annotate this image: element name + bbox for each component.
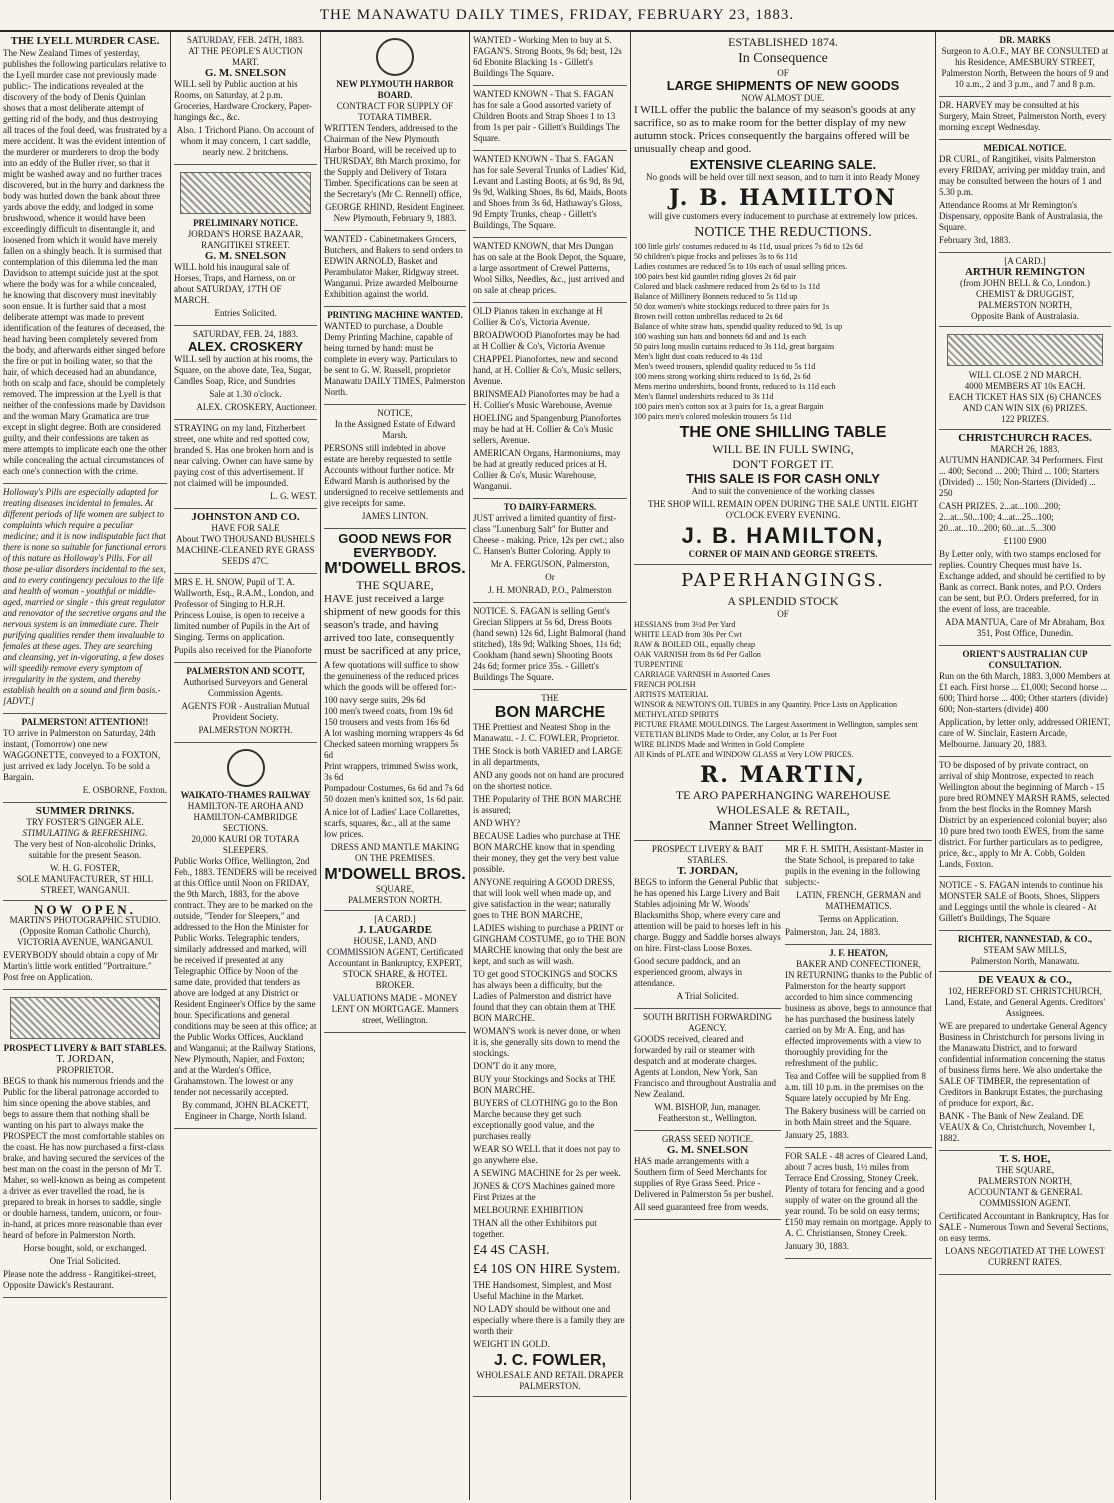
racehorses-engraving-icon: [947, 334, 1104, 366]
ad-body: NOTICE. S. FAGAN is selling Gent's Grecian Slippers at 5s 6d, Dress Boots (hand sewn) 12s 6d, Light Balmoral (hand stitched), 18s 9d; Walking Shoes, 11s 6d; Cookham (hand sewn) Shooting Boots 24s 6d; former price 35s. - Gillett's Buildings The Square.: [473, 606, 626, 682]
ad-body: TO be disposed of by private contract, on arrival of ship Montrose, expected to reach Wellington about the beginning of March - 15 pure bred ROMNEY MARSH RAMS, selected from the best flocks in the Romney Marsh District by an experienced colonial buyer; also 10 pure bred two tooth EWES, from the same district. For further particulars as to pedigree, price, &c., apply to Mr A. Cobb, Golden Lands, Foxton.: [939, 760, 1110, 869]
ad-body: The Bakery business will be carried on in both Main street and the Square.: [785, 1106, 926, 1127]
ad-subheading: CONTRACT FOR SUPPLY OF TOTARA TIMBER.: [336, 101, 454, 122]
ad-fagan-notice: [473, 603, 627, 690]
ad-preliminary-notice: [174, 165, 317, 326]
ad-body: DON'T do it any more,: [473, 1061, 557, 1071]
ad-body: Palmerston, Jan. 24, 1883.: [785, 927, 881, 937]
ad-body: Entries Solicited.: [214, 308, 277, 318]
ad-dr-marks: [939, 32, 1111, 97]
ad-body: STRAYING on my land, Fitzherbert street, one white and red spotted cow, branded S. Has one broken horn and is near calving. Owner can have same by paying cost of this advertisement. If not claimed will be impounded.: [174, 423, 314, 488]
ad-body: Opposite Bank of Australasia.: [971, 311, 1079, 321]
headline: THE LYELL MURDER CASE.: [10, 35, 160, 47]
ad-body: NO LADY should be without one and especially where there is a family they are worth their: [473, 1304, 625, 1336]
split-ads: [634, 841, 932, 1259]
ad-snelson-sale: [174, 32, 317, 165]
ad-signature: J. H. MONRAD, P.O., Palmerston: [488, 585, 612, 595]
ad-label: OF: [777, 609, 789, 619]
column-4: [470, 32, 630, 1500]
ad-body: TO arrive in Palmerston on Saturday, 24th instant, (Tomorrow) one new WAGGONETTE, conveyed to a FOXTON, just arrived ex lady Jocelyn. To be sold a Bargain.: [3, 728, 161, 782]
ad-heading: PROSPECT LIVERY & BAIT STABLES.: [3, 1043, 167, 1053]
ad-body: PALMERSTON NORTH,: [978, 300, 1072, 310]
ad-name: M'DOWELL BROS.: [324, 560, 466, 577]
ad-signature: GEORGE RHIND, Resident Engineer. New Plymouth, February 9, 1883.: [325, 202, 465, 223]
ad-body: Pupils also received for the Pianoforte: [174, 645, 312, 655]
ad-body: ANYONE requiring A GOOD DRESS, that will look well when made up, and give satisfaction in the wear; naturally goes to THE BON MARCHE,: [473, 877, 615, 920]
ad-signature: W. H. G. FOSTER,: [50, 863, 120, 873]
ad-johnston: [174, 509, 317, 574]
ad-subheading: TRY FOSTER'S GINGER ALE.: [26, 817, 144, 827]
ad-printing-machine: [324, 307, 466, 405]
ad-signature: ADA MANTUA, Care of Mr Abraham, Box 351, Post Office, Dunedin.: [945, 617, 1105, 638]
ad-paperhangings: [634, 565, 932, 841]
column-3: [321, 32, 469, 1500]
ad-name: M'DOWELL BROS.: [324, 866, 466, 883]
ad-tagline: WHOLESALE AND RETAIL DRAPER: [476, 1370, 624, 1380]
ad-heading: In Consequence: [738, 51, 828, 66]
ad-body: THE SHOP WILL REMAIN OPEN DURING THE SALE UNTIL EIGHT O'CLOCK EVERY EVENING.: [648, 499, 918, 520]
ad-heading: ORIENT'S AUSTRALIAN CUP CONSULTATION.: [962, 649, 1088, 670]
ad-name: ALEX. CROSKERY: [187, 339, 304, 354]
ad-body: January 30, 1883.: [785, 1241, 849, 1251]
ad-body: WANTED KNOWN - That S. FAGAN has for sale Several Trunks of Ladies' Kid, Levant and Lasting Boots, at 6s 9d, 8s 9d, 9s 9d, Walking Shoes, 8s 6d, Maids, Boots and Shoes from 3s 6d, Hathaway's Gloss, 9d Empty Trunks, cheap - Gillett's Buildings, The Square.: [473, 154, 627, 230]
ad-wanted-2: [473, 86, 627, 151]
ad-body: HAVE just received a large shipment of new goods for this season's trade, and having arrived too late, consequently must be sacrificed at any price,: [324, 593, 461, 657]
ad-heading: PRINTING MACHINE WANTED.: [327, 310, 463, 320]
ad-orient: [939, 646, 1111, 757]
ad-heading: RICHTER, NANNESTAD, & CO.,: [957, 934, 1093, 944]
ad-body: The very best of Non-alcoholic Drinks, suitable for the present Season.: [14, 839, 156, 860]
ad-body: February 3rd, 1883.: [939, 235, 1011, 245]
ad-body: Palmerston North, Manawatu.: [970, 956, 1080, 966]
ad-body: MR F. H. SMITH, Assistant-Master in the State School, is prepared to take pupils in the evening in the following subjects:-: [785, 844, 924, 887]
ad-body: BRINSMEAD Pianofortes may be had a H. Collier's Music Warehouse, Avenue: [473, 389, 620, 410]
ad-heading: EXTENSIVE CLEARING SALE.: [689, 157, 877, 172]
ad-body: Authorised Surveyors and General Commission Agents.: [183, 677, 308, 698]
ad-body: LATIN, FRENCH, GERMAN and MATHEMATICS.: [796, 890, 921, 911]
ad-heading: NEW PLYMOUTH HARBOR BOARD.: [336, 79, 454, 100]
price-list: 100 navy serge suits, 29s 6d 100 men's tweed coats, from 19s 6d 150 trousers and vests from 16s 6d A lot washing morning wrappers 4s 6d Checked sateen morning wrappers 5s 6d Print wrappers, trimmed Swiss work, 3s 6d Pompadour Costumes, 6s 6d and 7s 6d 50 dozen men's knitted sox, 1s 6d pair.: [324, 695, 464, 804]
ad-subheading: TE ARO PAPERHANGING WAREHOUSE: [675, 788, 891, 802]
ad-body: DRESS AND MANTLE MAKING ON THE PREMISES.: [330, 842, 460, 863]
ad-remington: [939, 253, 1111, 327]
ad-croskery-sale: [174, 326, 317, 420]
ad-subheading: DON'T FORGET IT.: [732, 457, 834, 471]
ad-name: J. B. HAMILTON,: [681, 523, 885, 548]
ad-body: Holloway's Pills are especially adapted for treating diseases incidental to females. At different periods of life women are subject to complaints which require a peculiar medicine; and it is now indisputable fact that there is none so suitable for functional errors of this nature as Holloway's Pills. For all those pe-uliar disorders incidental to the sex, and to every contingency peculous to the life and health of woman - youthful or middle-aged, married or single - this great regulator and renovator of the secretive organs and the nervous system is an immediate cure. Their purifying qualities render them invaluable to females at these ages. They are searching and cleansing, yet in-vigorating, a few doses will speedily remove every symptom of irregularity in the system, and thereby establish health on a sound and firm basis.- [ADVT.]: [3, 487, 167, 706]
article-lyell-murder: [3, 32, 167, 484]
ad-place: THE SQUARE,: [996, 1165, 1054, 1175]
ad-name: J. C. FOWLER,: [494, 1352, 606, 1369]
ad-body: WE are prepared to undertake General Agency Business in Christchurch for persons living in the Manawatu District, and to forward confidential information concerning the status of business firms here. We also undertake the SALE OF TIMBER, the representation of Creditors in Bankrupt Estates, the purchasing of produce for export, &c.: [939, 1021, 1108, 1108]
ad-body: WEIGHT IN GOLD.: [473, 1339, 550, 1349]
ad-body: Surgeon to A.O.F., MAY BE CONSULTED at his Residence, AMESBURY STREET, Palmerston North, Between the hours of 9 and 10 a.m., 2 and 3 p.m., and 7 and 8 p.m.: [941, 46, 1109, 89]
ad-date: SATURDAY, FEB. 24TH, 1883.: [186, 35, 305, 45]
ad-railway: [174, 743, 317, 1129]
ad-body: BUYERS of CLOTHING go to the Bon Marche because they get such exceptionally good value, and the purchases really: [473, 1098, 618, 1141]
ad-smith: [785, 841, 932, 945]
ad-hamilton: [634, 32, 932, 565]
ad-name: R. MARTIN,: [700, 762, 866, 788]
ad-body: WILL CLOSE 2 ND MARCH.: [968, 370, 1082, 380]
ad-body: MARTIN'S PHOTOGRAPHIC STUDIO. (Opposite Roman Catholic Church), VICTORIA AVENUE, WANGANUI.: [9, 915, 161, 947]
ad-body: BUY your Stockings and Socks at THE BON MARCHE.: [473, 1074, 616, 1095]
ad-subheading: HAVE FOR SALE: [211, 523, 280, 533]
ad-body: About TWO THOUSAND BUSHELS MACHINE-CLEANED RYE GRASS SEEDS 47C.: [176, 534, 315, 566]
ad-hoe: [939, 1151, 1111, 1275]
ad-subheading: In the Assigned Estate of Edward Marsh.: [334, 419, 456, 440]
ad-address: CORNER OF MAIN AND GEORGE STREETS.: [688, 549, 878, 559]
ad-sweep: [939, 327, 1111, 430]
ad-body: Tea and Coffee will be supplied from 8 a.m. till 10 p.m. in the premises on the Square lately occupied by Mr Eng.: [785, 1071, 926, 1103]
ad-dr-harvey: [939, 97, 1111, 140]
ad-subheading: WHOLESALE & RETAIL,: [716, 803, 850, 817]
ad-wanted-4: [473, 238, 627, 303]
ad-place: PALMERSTON NORTH,: [978, 1176, 1072, 1186]
ad-body: THE Prettiest and Neatest Shop in the Manawatu. - J. C. FOWLER, Proprietor.: [473, 722, 619, 743]
ad-name: G. M. SNELSON: [666, 1144, 749, 1156]
ad-body: NOTICE - S. FAGAN intends to continue his MONSTER SALE of Boots, Shoes, Slippers and Leggings until the whole is cleared - At Gillett's Buildings, The Square: [939, 880, 1103, 923]
ad-wanted-cabinetmakers: [324, 231, 466, 307]
article-body: The New Zealand Times of yesterday, publishes the following particulars relative to the Lyell murder case not previously made public:- The indications revealed at the discovery of the body of Denis Quinlan shows that a most deliberate attempt of getting rid of the body, and thus destroying all traces of the foul deed, was frustrated by a mere accident. It was the evident intention of the murderer or murderers to drop the body into an eddy of the Buller river, so that it might be washed away and no further traces discovered, but in the hurry and darkness the body was hurled down the bank about three yards above the eddy, and lodged in some brushwood, whence it would have been exceedingly difficult to disentangle it, and loosened from which it would have merely fallen on a shingly beach. It is surmised that contemplation of this dilemma led the man Davidson to attempt suicide just at the spot where the body was for a while concealed, he knowing that discovery must inevitably soon ensue. It is further said that a most deliberate attempt was made to prevent identification of the features of deceased, the head having been completely severed from the body, and afterwards either singed before the fire or put in boiling water, so that the hair, of which deceased had an abundance, both on scalp and face, should be completely removed. The impression at the Lyell is that neither of the confessions made by Davidson and the woman Mary Gramatica are true except in slight degree. Both are considered guilty, and their confessions are taken as mere attempts to implicate each one the other while concealing the actual circumstances of each one's connection with the crime.: [3, 48, 167, 476]
ad-body: WANTED KNOWN, that Mrs Dungan has on sale at the Book Depot, the Square, a large assortment of Crewel Patterns, Wool Silks, Needles, &c., just arrived and on sale at cheap prices.: [473, 241, 626, 295]
ad-body: THAN all the other Exhibitors put together.: [473, 1218, 597, 1239]
ad-body: Horse bought, sold, or exchanged.: [23, 1243, 147, 1253]
ad-body: OLD Pianos taken in exchange at H Collier & Co's, Victoria Avenue.: [473, 306, 603, 327]
ad-body: MRS E. H. SNOW, Pupil of T. A. Wallworth, Esq., R.A.M., London, and Professor of Singing to H.R.H. Princess Louise, is open to receive a limited number of Pupils in the Art of Singing. Terms on application.: [174, 577, 314, 642]
ad-body: I WILL offer the public the balance of my season's goods at any sacrifice, so as to make room for the better display of my new autumn stock. Prices consequently the bargains offered will be unusually cheap and good.: [634, 104, 916, 155]
ad-heading: THIS SALE IS FOR CASH ONLY: [686, 471, 880, 486]
ad-attention: [3, 714, 167, 803]
ad-place: PALMERSTON NORTH.: [348, 895, 442, 905]
ad-signature: Mr A. FERGUSON, Palmerston,: [490, 559, 610, 569]
ad-body: One Trial Solicited.: [49, 1256, 121, 1266]
ad-name: T. JORDAN,: [677, 865, 738, 877]
ad-label: [A CARD.]: [1004, 256, 1046, 266]
ad-body: All seed guaranteed free from weeds.: [634, 1202, 769, 1212]
ad-body: January 25, 1883.: [785, 1130, 849, 1140]
ad-heading: BON MARCHE: [494, 704, 606, 721]
ad-total: £1100 £900: [1003, 536, 1047, 546]
ad-heading: GOOD NEWS FOR EVERYBODY.: [338, 531, 452, 560]
ad-heading: DE VEAUX & CO.,: [978, 974, 1072, 986]
ad-body: HOELING and Spangenburg Pianofortes may be had at H. Collier & Co's Music sellers, Avenue.: [473, 413, 622, 445]
ad-body: LADIES wishing to purchase a PRINT or GINGHAM COSTUME, go to THE BON MARCHE knowing that only the best are kept, and such as will wash.: [473, 923, 626, 966]
ad-body: Public Works Office, Wellington, 2nd Feb., 1883. TENDERS will be received at this Office until Noon on FRIDAY, the 9th March, 1883, for the above contract. They are to be marked on the outside, "Tender for Sleepers," and addressed to the Hon the Minister for Public Works. Telegraphic tenders, similarly addressed and marked, will be received if presented at any Telegraphic Office by Noon of the same date, provided that tenders as above are lodged at any District or Resident Engineer's Office by the same hour. Specifications and general conditions may be seen at this office; at the Public Works Offices, Auckland and Wanganui; at the Railway Stations, New Plymouth, Napier, and Foxton; and at the Warden's Office, Grahamstown. The lowest or any tender not necessarily accepted.: [174, 856, 317, 1097]
ad-body: 102, HEREFORD ST. CHRISTCHURCH, Land, Estate, and General Agents. Creditors' Assignees.: [944, 986, 1106, 1018]
ad-heading: SUMMER DRINKS.: [35, 805, 135, 817]
ad-subheading: JORDAN'S HORSE BAZAAR, RANGITIKEI STREET.: [187, 229, 304, 250]
ad-body: No goods will be held over till next season, and to turn it into Ready Money: [646, 172, 920, 182]
ad-subheading: WILL BE IN FULL SWING,: [712, 442, 854, 456]
ad-medical-notice: [939, 140, 1111, 253]
ad-body: WEAR SO WELL that it does not pay to go anywhere else.: [473, 1144, 620, 1165]
ad-body: MELBOURNE EXHIBITION: [473, 1205, 584, 1215]
ad-body: AMERICAN Organs, Harmoniums, may be had at greatly reduced prices at H. Collier & Co's, Music Warehouse, Wanganui.: [473, 448, 621, 491]
ad-body: HAS made arrangements with a Southern firm of Seed Merchants for supplies of Rye Grass Seed. Price - Delivered in Palmerston 5s per bushel.: [634, 1156, 774, 1199]
ad-body: 4000 MEMBERS AT 10s EACH.: [964, 381, 1086, 391]
ad-body: Please note the address - Rangitikei-street, Opposite Dawick's Restaurant.: [3, 1269, 156, 1290]
ad-signature: L. G. WEST.: [270, 491, 317, 501]
ad-romney-rams: [939, 757, 1111, 877]
ad-prospect-stables: [634, 841, 781, 1009]
ad-body: GOODS received, cleared and forwarded by rail or steamer with despatch and at moderate charges. Agents at London, New York, San Francisco and throughout Australia and New Zealand.: [634, 1034, 776, 1099]
ad-straying: [174, 420, 317, 509]
ad-body: BEGS to inform the General Public that he has opened his Large Livery and Bait Stables adjoining Mr W. Woods' Blacksmiths Shop, where every care and attention will be paid to horses left in his charge. Buggy and Saddle horses always on hire. First-class Loose Boxes.: [634, 877, 781, 953]
ad-body: Sale at 1.30 o'clock.: [209, 389, 282, 399]
ad-body: Attendance Rooms at Mr Remington's Dispensary, opposite Bank of Australasia, the Square.: [939, 200, 1103, 232]
ad-body: Or: [545, 572, 555, 582]
ad-body: JUST arrived a limited quantity of first-class "Lunenburg Salt" for Butter and Cheese - making. Price, 12s per cwt.; also C. Hansen's Butter Coloring. Apply to: [473, 513, 624, 556]
horse-engraving-icon: [10, 997, 160, 1039]
ad-for-sale: [785, 1148, 932, 1259]
ad-body: DR. HARVEY may be consulted at his Surgery, Main Street, Palmerston North, every morning except Wednesday.: [939, 100, 1107, 132]
ad-body: A nice lot of Ladies' Lace Collarettes, scarfs, squares, &c., all at the same low prices.: [324, 807, 460, 839]
ad-fagan-monster: [939, 877, 1111, 931]
ad-notice-marsh: [324, 405, 466, 529]
ad-body: WANTED - Cabinetmakers Grocers, Butchers, and Bakers to send orders to EDWIN ARNOLD, Basket and Perambulator Maker, Ridgway street. Wanganui. Prize awarded Melbourne Exhibition against the world.: [324, 234, 463, 299]
ad-body: DR CURL, of Rangitikei, visits Palmerston every FRIDAY, arriving per midday train, and may be consulted between the hours of 1 and 5.30 p.m.: [939, 154, 1105, 197]
ad-heading: PRELIMINARY NOTICE.: [193, 218, 298, 228]
ad-name: T. JORDAN,: [56, 1053, 114, 1065]
ad-body: THE Handsomest, Simplest, and Most Useful Machine in the Market.: [473, 1280, 612, 1301]
ad-body: Good secure paddock, and an experienced groom, always in attendance.: [634, 956, 742, 988]
ad-snow: [174, 574, 317, 663]
ad-heading: NOTICE,: [377, 408, 413, 418]
ad-grass-seed: [634, 1131, 781, 1220]
ad-place: SQUARE,: [375, 884, 415, 894]
ad-name: ARTHUR REMINGTON: [964, 266, 1086, 278]
horses-engraving-icon: [180, 172, 311, 214]
ad-heading: SOUTH BRITISH FORWARDING AGENCY.: [642, 1012, 772, 1033]
ad-name: J. F. HEATON,: [829, 948, 888, 958]
ad-body: WANTED KNOWN - That S. FAGAN has for sale a Good assorted variety of Children Boots and Strap Shoes 1 to 13 from 1s per pair - Gillett's Buildings The Square.: [473, 89, 620, 143]
ad-heading: PROSPECT LIVERY & BAIT STABLES.: [651, 844, 764, 865]
ad-heading: LARGE SHIPMENTS OF NEW GOODS: [666, 78, 900, 93]
ad-place: PALMERSTON.: [519, 1381, 581, 1391]
ad-address: Manner Street Wellington.: [708, 819, 858, 834]
ad-heading: THE ONE SHILLING TABLE: [679, 424, 887, 441]
masthead: THE MANAWATU DAILY TIMES, FRIDAY, FEBRUARY 23, 1883.: [0, 0, 1114, 32]
ad-body: ACCOUNTANT & GENERAL COMMISSION AGENT.: [967, 1187, 1083, 1208]
ad-name: G. M. SNELSON: [204, 67, 287, 79]
ad-heaton: [785, 945, 932, 1148]
ad-role: PROPRIETOR.: [56, 1065, 114, 1075]
ad-body: CHAPPEL Pianofortes, new and second hand, at H. Collier & Co's, Music sellers, Avenue.: [473, 354, 622, 386]
ad-signature: E. OSBORNE, Foxton.: [82, 785, 167, 795]
ad-name: DR. MARKS: [999, 35, 1051, 45]
price-cash: £4 4S CASH.: [473, 1243, 550, 1258]
ad-subheading: NOW ALMOST DUE.: [741, 93, 825, 103]
ad-body: FOR SALE - 48 acres of Cleared Land, about 7 acres bush, 1½ miles from Terrace End Crossing, Stoney Creek. Plenty of totara for fencing and a good supply of water on the ground all the year round. To be sold on easy terms; £150 may remain on mortgage. Apply to A. C. Christiansen, Stoney Creek.: [785, 1151, 932, 1238]
price-hire: £4 10S ON HIRE System.: [473, 1262, 621, 1277]
ad-heading: MEDICAL NOTICE.: [983, 143, 1067, 153]
ad-body: THE Popularity of THE BON MARCHE is assured;: [473, 794, 622, 815]
ad-heading: JOHNSTON AND CO.: [191, 511, 300, 523]
ad-address: SOLE MANUFACTURER, ST HILL STREET, WANGANUI.: [16, 874, 154, 895]
ad-body: VALUATIONS MADE - MONEY LENT ON MORTGAGE. Manners street, Wellington.: [331, 993, 459, 1025]
ad-body: A few quotations will suffice to show the genuineness of the reduced prices which the goods will be offered for:-: [324, 660, 459, 692]
ad-signature: WM. BISHOP, Jun, manager. Featherston st., Wellington.: [654, 1102, 761, 1123]
ad-christchurch-races: [939, 430, 1111, 646]
ad-subheading: BAKER AND CONFECTIONER,: [796, 959, 921, 969]
ad-pianos: [473, 303, 627, 499]
ad-body: AGENTS FOR - Australian Mutual Provident Society.: [181, 701, 310, 722]
ad-body: AUTUMN HANDICAP. 34 Performers. First ... 400; Second ... 200; Third ... 100; Starters (Divided) ... 150; Non-Starters (Divided) ... 250: [939, 455, 1103, 498]
ad-heading: PALMERSTON! ATTENTION!!: [21, 717, 149, 727]
ad-name: T. S. HOE,: [999, 1153, 1051, 1165]
ad-prospect-livery: [3, 990, 167, 1298]
ad-heading: CHRISTCHURCH RACES.: [958, 432, 1092, 444]
ad-body: A SEWING MACHINE for 2s per week.: [473, 1168, 621, 1178]
ad-de-veaux: [939, 972, 1111, 1151]
ad-body: (from JOHN BELL & Co, London.): [960, 278, 1090, 288]
ad-body: LOANS NEGOTIATED AT THE LOWEST CURRENT RATES.: [945, 1246, 1105, 1267]
ad-body: BECAUSE Ladies who purchase at THE BON MARCHE know that in spending their money, they get the very best value possible.: [473, 831, 621, 874]
ad-body: Certificated Accountant in Bankruptcy, Has for SALE - Numerous Town and Several Sections, on easy terms.: [939, 1211, 1109, 1243]
ad-body: WILL hold his inaugural sale of Horses, Traps, and Harness, on or about SATURDAY, 17TH OF MARCH.: [174, 262, 296, 305]
ad-heading: PAPERHANGINGS.: [681, 570, 885, 591]
column-6: [936, 32, 1114, 1500]
ad-label: THE: [541, 693, 559, 703]
ad-body: CASH PRIZES. 2...at...100...200; 2...at...50...100; 4...at...25...100; 20...at...10...200; 60...at...5...300: [939, 501, 1061, 533]
ad-dairy-farmers: [473, 499, 627, 603]
ad-body: will give customers every inducement to purchase at extremely low prices.: [648, 211, 918, 221]
ad-south-british: [634, 1009, 781, 1131]
ad-subheading: HAMILTON-TE AROHA AND HAMILTON-CAMBRIDGE SECTIONS.: [187, 801, 304, 833]
ad-wanted-1: [473, 32, 627, 86]
ad-body: PALMERSTON NORTH.: [198, 725, 293, 735]
paper-list: HESSIANS from 3½d Per Yard WHITE LEAD from 30s Per Cwt RAW & BOILED OIL, equally cheap OAK VARNISH from 8s 6d Per Gallon TURPENTINE CARRIAGE VARNISH in Assorted Cases FRENCH POLISH ARTISTS MATERIAL WINSOR & NEWTON'S OIL TUBES in any Quantity. Price Lists on Application METHYLATED SPIRITS PICTURE FRAME MOULDINGS. The Largest Assortment in Wellington, samples sent VETETIAN BLINDS Made to Order, any Color, at 1s Per Foot WIRE BLINDS Made and Written in Gold Complete All Kinds of PLATE and WINDOW GLASS at Very LOW PRICES.: [634, 620, 918, 759]
ad-body: By Letter only, with two stamps enclosed for replies. Country Cheques must have 1s. Exchange added, and should be certified to by Bank as correct. Bank notes, and P.O. Orders can be sent, but P.O. Orders preferred, for in the event of loss, are traceable.: [939, 549, 1106, 614]
ad-name: J. B. HAMILTON: [669, 185, 897, 211]
ad-holloway: [3, 484, 167, 714]
ad-heading: TO DAIRY-FARMERS.: [503, 502, 597, 512]
ad-signature: ALEX. CROSKERY, Auctioneer.: [196, 402, 317, 412]
ad-body: IN RETURNING thanks to the Public of Palmerston for the hearty support accorded to him since commencing business as above, begs to announce that he has purchased the business lately carried on by Mr A. Eng, and has effected improvements with a view to thoroughly providing for the refreshment of the public.: [785, 970, 932, 1068]
ad-body: Terms on Application.: [818, 914, 899, 924]
column-2: [171, 32, 320, 1500]
ad-name: G. M. SNELSON: [204, 250, 287, 262]
ad-signature: By command, JOHN BLACKETT, Engineer in Charge, North Island.: [182, 1100, 309, 1121]
ad-laugarde: [324, 911, 466, 1033]
ad-body: CHEMIST & DRUGGIST,: [976, 289, 1074, 299]
ad-tagline: STIMULATING & REFRESHING.: [22, 828, 148, 838]
ad-body: WRITTEN Tenders, addressed to the Chairman of the New Plymouth Harbor Board, will be received up to THURSDAY, 8th March proximo, for the Supply and Delivery of Totara Timber. Specifications can be seen at the Secretary's (Mr C. Rennell) office,: [324, 123, 462, 199]
ad-palmerston-scott: [174, 663, 317, 743]
ad-body: WILL sell by auction at his rooms, the Square, on the above date, Tea, Sugar, Candles Soap, Rice, and Sundries: [174, 354, 313, 386]
ad-date: MARCH 26, 1883.: [990, 444, 1060, 454]
ad-body: WANTED to purchase, a Double Demy Printing Machine, capable of being turned by hand: must be complete in every way. Particulars to be sent to G. W. Russell, proprietor Manawatu DAILY TIMES, Palmerston North.: [324, 321, 466, 397]
ad-heading: NOW OPEN.: [34, 902, 136, 917]
column-5: [631, 32, 935, 1500]
ad-heading: NOTICE THE REDUCTIONS.: [694, 225, 872, 240]
ad-richter: [939, 931, 1111, 972]
ad-body: PERSONS still indebted in above estate are hereby requested to settle Accounts without further notice. Mr Edward Marsh is authorised by the undersigned to receive settlements and give receipts for same.: [324, 443, 464, 508]
ad-body: Run on the 6th March, 1883. 3,000 Members at £1 each. First horse ... £1,000; Second horse ... 600; Third horse ... 400; Other starters (divide) 600; Non-starters (divide) 400: [939, 671, 1111, 714]
column-1: [0, 32, 170, 1500]
ad-body: WILL sell by Public auction at his Rooms, on Saturday, at 2 p.m. Groceries, Hardware Crockery, Paper-hangings &c., &c.: [174, 79, 312, 122]
ad-heading: WAIKATO-THAMES RAILWAY: [180, 790, 311, 800]
ad-body: WOMAN'S work is never done, or when it is, she generally sits down to mend the stockings.: [473, 1026, 621, 1058]
ad-established: ESTABLISHED 1874.: [728, 35, 838, 49]
ad-body: BEGS to thank his numerous friends and the Public for the liberal patronage accorded to him since opening the above stables, and begs to assure them that nothing shall be wanting on his part to always make the PROSPECT the most comfortable stables on the coast. He has now purchased a first-class brake, and having secured the services of the best man on the coast in the person of Mr T. Maher, so well-known as being as competent a driver as ever travelled the road, he is prepared to break in horses to saddle, single or double harness, tandem, unicorn, or four-in-hand, at prices more reasonable than ever heard of before in Palmerston North.: [3, 1076, 166, 1240]
ad-harbor-board: [324, 32, 466, 231]
ad-body: 122 PRIZES.: [1000, 414, 1049, 424]
ad-body: Application, by letter only, addressed ORIENT, care of W. Sinclair, Eastern Arcade, Melbourne. January 20, 1883.: [939, 717, 1111, 749]
ad-name: J. LAUGARDE: [358, 924, 432, 936]
ad-body: BANK - The Bank of New Zealand. DE VEAUX & Co, Christchurch, November 1, 1882.: [939, 1111, 1095, 1143]
ad-heading: PALMERSTON AND SCOTT,: [186, 666, 305, 676]
ad-mdowell: [324, 529, 466, 911]
ad-summer-drinks: [3, 803, 167, 901]
ad-wanted-3: [473, 151, 627, 238]
ad-body: JONES & CO'S Machines gained more First Prizes at the: [473, 1181, 615, 1202]
split-right: [785, 841, 932, 1259]
ad-body: HOUSE, LAND, AND COMMISSION AGENT, Certificated Accountant in Bankruptcy, EXPERT, STOCK SHARE, & HOTEL BROKER.: [326, 936, 464, 990]
ad-signature: JAMES LINTON.: [361, 511, 429, 521]
ad-body: AND WHY?: [473, 818, 521, 828]
ad-subheading: 20,000 KAURI OR TOTARA SLEEPERS.: [191, 834, 300, 855]
reductions-list: 100 little girls' costumes reduced to 4s 11d, usual prices 7s 6d to 12s 6d 50 children's pique frocks and pelisses 3s to 6s 11d Ladies costumes are reduced 5s to 10s each of usual selling prices. 100 pairs best kid gauntlet riding gloves 2s 6d pair Colored and black cashmere reduced from 2s 6d to 1s 11d Balance of Millinery Bonnets reduced to 5s 11d up 50 doz women's white stockings reduced to three pairs for 1s Brown twill cotton umbrellas reduced to 2s 6d Balance of white straw hats, spendid quality reduced to 9d, 1s up 100 washing sun hats and bonnets 6d and and 1s each 50 pairs long muslin curtains reduced to 3s 11d, great bargains Men's light dust coats reduced to 4s 11d Men's tweed trousers, splendid quality reduced to 5s 11d 100 mens strong working shirts reduced to 1s 6d, 2s 6d Mens merino undershirts, bound fronts, reduced to 1s 11d each Men's flannel undershirts reduced to 3s 11d 100 pairs men's cotton sox at 3 pairs for 1s, a great Bargain 100 pairs men's colored moleskin trousers 5s 11d: [634, 242, 863, 421]
ad-body: EACH TICKET HAS SIX (6) CHANCES AND CAN WIN SIX (6) PRIZES.: [948, 392, 1102, 413]
ad-date: SATURDAY, FEB. 24, 1883.: [192, 329, 299, 339]
ad-body: And to suit the convenience of the working classes: [691, 486, 875, 496]
ad-body: WANTED - Working Men to buy at S. FAGAN'S. Strong Boots, 9s 6d; best, 12s 6d Ebonite Blacking 1s - Gillett's Buildings The Square.: [473, 35, 622, 78]
ad-label: OF: [777, 68, 789, 78]
ad-place: AT THE PEOPLE'S AUCTION MART.: [188, 46, 303, 67]
ad-body: BROADWOOD Pianofortes may be had at H Collier & Co's, Victoria Avenue: [473, 330, 620, 351]
ad-bon-marche: [473, 690, 627, 1397]
ad-body: STEAM SAW MILLS,: [983, 945, 1067, 955]
ad-subheading: A SPLENDID STOCK: [727, 594, 839, 608]
ad-body: TO get good STOCKINGS and SOCKS has always been a difficulty, but the Ladies of Palmerston and district have found that they can obtain them at THE BON MARCHE.: [473, 969, 618, 1023]
royal-arms-icon: [227, 749, 265, 787]
ad-label: [A CARD.]: [374, 914, 416, 924]
ad-body: AND any goods not on hand are procured on the shortest notice.: [473, 770, 624, 791]
ad-heading: GRASS SEED NOTICE.: [661, 1134, 754, 1144]
ad-body: A Trial Solicited.: [676, 991, 739, 1001]
split-left: [634, 841, 781, 1259]
ad-body: THE Stock is both VARIED and LARGE in all departments,: [473, 746, 623, 767]
ad-place: THE SQUARE,: [356, 578, 434, 592]
harbor-seal-icon: [376, 38, 414, 76]
ad-body: Also. 1 Trichord Piano. On account of whom it may concern, 1 cart saddle, nearly new. 2 britchens.: [176, 125, 315, 157]
ad-now-open: [3, 901, 167, 990]
ad-body: EVERYBODY should obtain a copy of Mr Martin's little work entitled "Portraiture." Post free on Application.: [3, 950, 158, 982]
